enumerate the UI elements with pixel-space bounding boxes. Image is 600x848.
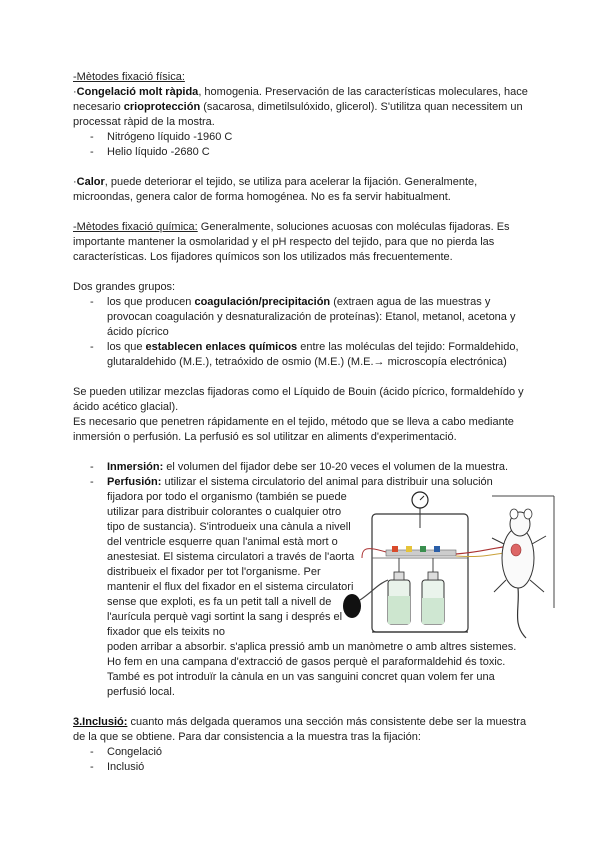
list-item: - Helio líquido -2680 C <box>73 145 533 160</box>
inmersion-term: Inmersión: <box>107 461 164 473</box>
inclusio-paragraph: 3.Inclusió: cuanto más delgada queramos una sección más consistente debe ser la muestra de la que se obtiene. Para dar consistencia a la muestra tras la fijación: <box>73 716 527 743</box>
perfusion-apparatus-drawing <box>342 488 560 640</box>
valve-icon <box>392 546 398 552</box>
perfusion-apparatus-image <box>342 488 560 640</box>
list-item: - Perfusión: utilizar el sistema circulatorio del animal para distribuir una solución fijadora por todo el organismo (también se puede utilizar para distribuir colorantes o cualquier otro tipo de sustancia). S'introdueix una cànula a nivell del ventricle esquerre quan l'animal està mort o anestesiat. El sistema circulatori a través de l'aorta distribueix el fixador per tot l'organisme. Per mantenir el flux del fixador en el sistema circulatori sense que exploti, es fa un petit tall a nivell de l'aurícula perquè vagi sortint la sang i després el fixador que els teixits no poden arribar a absorbir. s'aplica pressió amb un manòmetre o amb altres sistemes. Ho fem en una campana d'extracció de gasos perquè el paraformaldehid és toxic. També es pot introduïr la cànula en un vas sanguini concret quan volem fer una perfusió local. <box>73 475 533 700</box>
penetrate-paragraph: Es necesario que penetren rápidamente en el tejido, método que se lleva a cabo mediante inmersión o perfusión. La perfusió es sol utilitzar en aliments d'experimentació. <box>73 416 514 443</box>
groups-list <box>73 295 533 370</box>
list-item: - los que producen coagulación/precipitación (extraen agua de las muestras y provocan coagulación y desnaturalización de proteínas): Etanol, metanol, acetona y ácido pícrico <box>73 295 533 340</box>
congelacio-term: Congelació molt ràpida <box>76 86 199 98</box>
mix-paragraph: Se pueden utilizar mezclas fijadoras como el Líquido de Bouin (ácido pícrico, formaldehído y ácido acético glacial). <box>73 386 524 413</box>
perfusion-full-text: poden arribar a absorbir. s'aplica pressió amb un manòmetre o amb altres sistemes. Ho fem en una campana d'extracció de gasos perquè el paraformaldehid és toxic. També es pot introduïr la cànula en un vas sanguini concret quan volem fer una perfusió local. <box>107 641 517 698</box>
quimica-paragraph: -Mètodes fixació química: Generalmente, soluciones acuosas con moléculas fijadoras. Es importante mantener la osmolaridad y el pH respecto del tejido, para que no pierda las características. Los fijadores químicos son los utilizados más frecuentemente. <box>73 221 510 263</box>
inclusio-list <box>73 745 533 775</box>
groups-title: Dos grandes grupos: <box>73 281 176 293</box>
calor-paragraph: ·Calor, puede deteriorar el tejido, se utiliza para acelerar la fijación. Generalmente, microondas, genera calor de forma homogénea. No es fa servir habitualment. <box>73 176 478 203</box>
valve-icon <box>434 546 440 552</box>
list-item: - los que establecen enlaces químicos entre las moléculas del tejido: Formaldehido, glutaraldehido (M.E.), tetraóxido de osmio (M.E.) (M.E.→ microscopía electrónica) <box>73 340 533 370</box>
calor-term: Calor <box>76 176 105 188</box>
inclusio-title: 3.Inclusió: <box>73 716 128 728</box>
rat-icon <box>492 509 546 638</box>
list-item: - Inclusió <box>73 760 533 775</box>
pump-bulb-icon <box>343 594 361 618</box>
list-item: - Inmersión: el volumen del fijador debe ser 10-20 veces el volumen de la muestra. <box>73 460 533 475</box>
valve-icon <box>420 546 426 552</box>
document-content <box>73 70 533 775</box>
list-item: - Congelació <box>73 745 533 760</box>
fisica-title: -Mètodes fixació física: <box>73 71 185 83</box>
perfusion-term: Perfusión: <box>107 476 162 488</box>
list-item: - Nitrógeno líquido -1960 C <box>73 130 533 145</box>
fisica-list <box>73 130 533 160</box>
crioproteccion-term: crioprotección <box>123 101 201 113</box>
valve-icon <box>406 546 412 552</box>
congelacio-paragraph: ·Congelació molt ràpida, homogenia. Preservación de las características moleculares, hace necesario crioprotección (sacarosa, dimetilsulóxido, glicerol). S'utilitza quan necessitem un processat ràpid de la mostra. <box>73 86 528 128</box>
quimica-title: -Mètodes fixació química: <box>73 221 198 233</box>
perfusion-wrap-text: fijadora por todo el organismo (también se puede utilizar para distribuir colorantes o cualquier otro tipo de sustancia). S'introdueix una cànula a nivell del ventricle esquerre quan l'animal està mort o anestesiat. El sistema circulatori a través de l'aorta distribueix el fixador per tot l'organisme. Per mantenir el flux del fixador en el sistema circulatori sense que exploti, es fa un petit tall a nivell de l'aurícula perquè vagi sortint la sang i després el fixador que els teixits no <box>107 491 355 638</box>
